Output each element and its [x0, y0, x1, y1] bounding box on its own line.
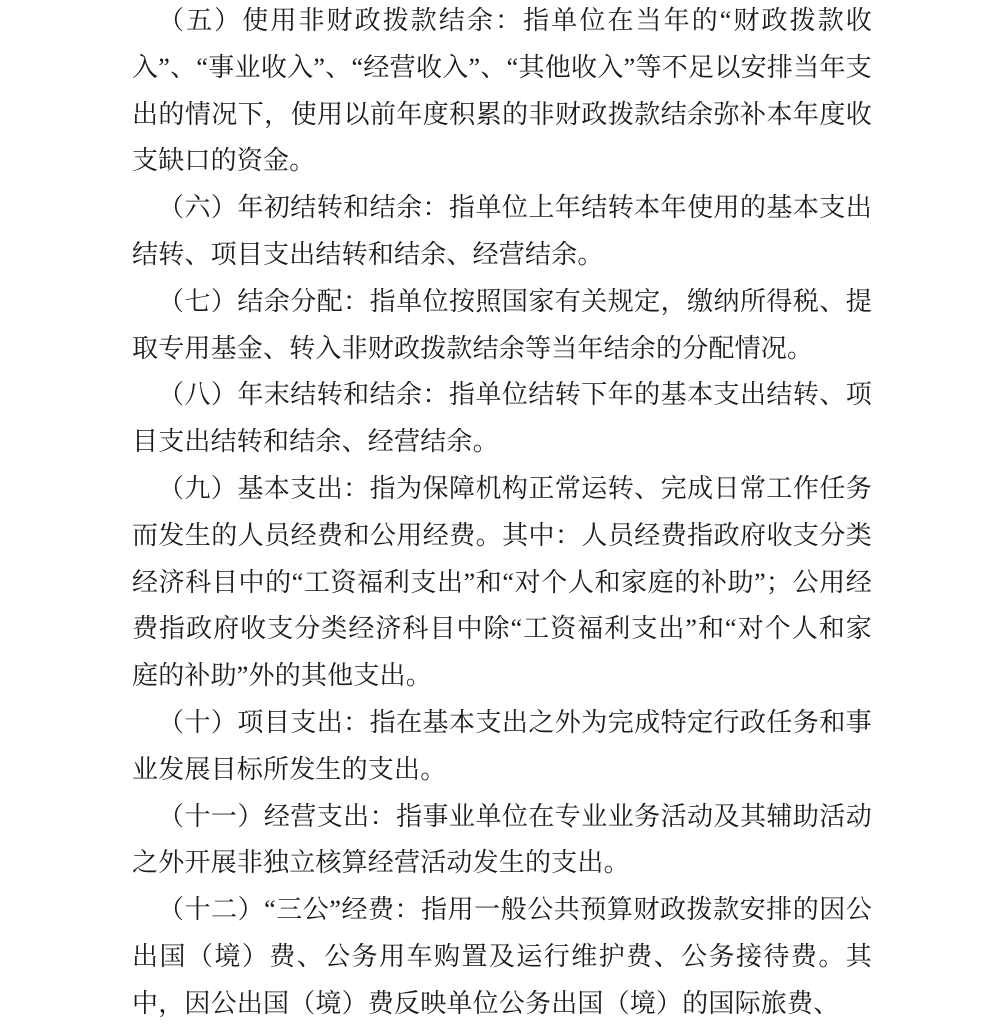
paragraph-item-12: （十二）“三公”经费：指用一般公共预算财政拨款安排的因公出国（境）费、公务用车购置及运行维护费、公务接待费。其中，因公出国（境）费反映单位公务出国（境）的国际旅费、 [132, 895, 872, 1018]
paragraph-item-11: （十一）经营支出：指事业单位在专业业务活动及其辅助活动之外开展非独立核算经营活动发生的支出。 [132, 801, 872, 878]
paragraph-item-9: （九）基本支出：指为保障机构正常运转、完成日常工作任务而发生的人员经费和公用经费。其中：人员经费指政府收支分类经济科目中的“工资福利支出”和“对个人和家庭的补助”；公用经费指政府收支分类经济科目中除“工资福利支出”和“对个人和家庭的补助”外的其他支出。 [132, 473, 872, 691]
paragraph-item-10: （十）项目支出：指在基本支出之外为完成特定行政任务和事业发展目标所发生的支出。 [132, 707, 872, 784]
paragraph-item-8: （八）年末结转和结余：指单位结转下年的基本支出结转、项目支出结转和结余、经营结余。 [132, 380, 872, 457]
document-body [132, 0, 872, 1028]
paragraph-item-7: （七）结余分配：指单位按照国家有关规定，缴纳所得税、提取专用基金、转入非财政拨款结余等当年结余的分配情况。 [132, 286, 872, 363]
paragraph-item-6: （六）年初结转和结余：指单位上年结转本年使用的基本支出结转、项目支出结转和结余、经营结余。 [132, 193, 872, 269]
paragraph-item-5: （五）使用非财政拨款结余：指单位在当年的“财政拨款收入”、“事业收入”、“经营收入”、“其他收入”等不足以安排当年支出的情况下，使用以前年度积累的非财政拨款结余弥补本年度收支缺口的资金。 [132, 6, 872, 176]
